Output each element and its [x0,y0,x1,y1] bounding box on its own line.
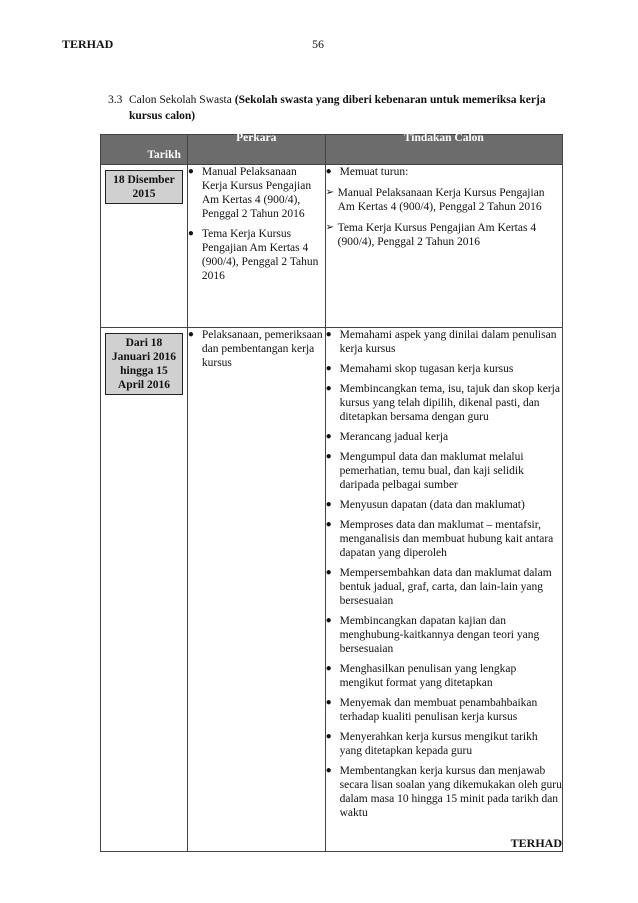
date-box: 18 Disember 2015 [105,170,183,204]
date-cell [101,165,188,328]
bullet-icon: ● [325,166,332,177]
section-title-plain: Calon Sekolah Swasta [129,94,235,106]
list-item: ● Menyerahkan kerja kursus mengikut tarikh yang ditetapkan kepada guru [325,731,538,757]
header-tarikh: Tarikh [101,135,188,165]
bullet-icon: ● [325,431,332,442]
list-item: ● Membincangkan dapatan kajian dan menghubung-kaitkannya dengan teori yang bersesuaian [325,615,540,655]
list-item: ● Membentangkan kerja kursus dan menjawab secara lisan soalan yang dikemukakan oleh guru dalam masa 10 hingga 15 minit pada tarikh dan waktu [325,765,562,819]
bullet-icon: ● [325,663,332,674]
bullet-icon: ● [325,499,332,510]
header-restricted-label: TERHAD [62,37,114,51]
bullet-icon: ● [325,567,332,578]
tindakan-list [326,328,562,820]
bullet-icon: ● [187,329,194,340]
section-heading [108,92,568,124]
section-title [129,92,568,124]
list-item: ● Memahami aspek yang dinilai dalam penulisan kerja kursus [325,329,557,355]
bullet-icon: ● [325,519,332,530]
table-row [101,328,563,852]
header-perkara: Perkara [187,135,325,165]
list-item: ➢ Manual Pelaksanaan Kerja Kursus Pengajian Am Kertas 4 (900/4), Penggal 2 Tahun 2016 [325,187,545,213]
date-cell [101,328,188,852]
list-item: ➢ Tema Kerja Kursus Pengajian Am Kertas 4 (900/4), Penggal 2 Tahun 2016 [325,222,537,248]
list-item: ● Merancang jadual kerja [325,431,449,443]
section-title-bold: (Sekolah swasta yang diberi kebenaran untuk memeriksa kerja kursus calon) [129,94,546,122]
table-header-row [101,135,563,165]
tindakan-cell [325,328,562,852]
list-item: ● Memahami skop tugasan kerja kursus [325,363,514,375]
bullet-icon: ● [187,166,194,177]
header-tindakan: Tindakan Calon [325,135,562,165]
bullet-icon: ● [325,731,332,742]
bullet-icon: ● [325,451,332,462]
bullet-icon: ● [325,363,332,374]
bullet-icon: ● [325,329,332,340]
bullet-icon: ● [187,228,194,239]
tindakan-cell [325,165,562,328]
list-item: ● Menyusun dapatan (data dan maklumat) [325,499,525,511]
schedule-table [100,134,563,852]
bullet-icon: ● [325,615,332,626]
bullet-icon: ● [325,765,332,776]
footer-restricted-label: TERHAD [510,836,562,850]
section-number: 3.3 [108,94,123,106]
bullet-icon: ● [325,383,332,394]
table-row [101,165,563,328]
list-item: ● Menyemak dan membuat penambahbaikan terhadap kualiti penulisan kerja kursus [325,697,538,723]
list-item: ● Manual Pelaksanaan Kerja Kursus Pengajian Am Kertas 4 (900/4), Penggal 2 Tahun 2016 [187,166,312,220]
perkara-cell [187,165,325,328]
arrow-icon: ➢ [325,187,334,198]
perkara-cell [187,328,325,852]
date-box: Dari 18 Januari 2016 hingga 15 April 2016 [105,333,183,395]
list-item: ● Memproses data dan maklumat – mentafsir, menganalisis dan membuat hubung kait antara dapatan yang diperoleh [325,519,554,559]
arrow-icon: ➢ [325,222,334,233]
page-number: 56 [312,37,324,51]
list-item: ● Membincangkan tema, isu, tajuk dan skop kerja kursus yang telah dipilih, dikenal pasti, dan ditetapkan bersama dengan guru [325,383,560,423]
list-item: ● Pelaksanaan, pemeriksaan dan pembentangan kerja kursus [187,329,323,369]
list-item: ● Mengumpul data dan maklumat melalui pemerhatian, temu bual, dan kaji selidik daripada pelbagai sumber [325,451,524,491]
bullet-icon: ● [325,697,332,708]
list-item: ● Memuat turun: [325,166,409,178]
list-item: ● Tema Kerja Kursus Pengajian Am Kertas 4 (900/4), Penggal 2 Tahun 2016 [187,228,319,282]
list-item: ● Menghasilkan penulisan yang lengkap mengikut format yang ditetapkan [325,663,517,689]
list-item: ● Mempersembahkan data dan maklumat dalam bentuk jadual, graf, carta, dan lain-lain yang bersesuaian [325,567,552,607]
